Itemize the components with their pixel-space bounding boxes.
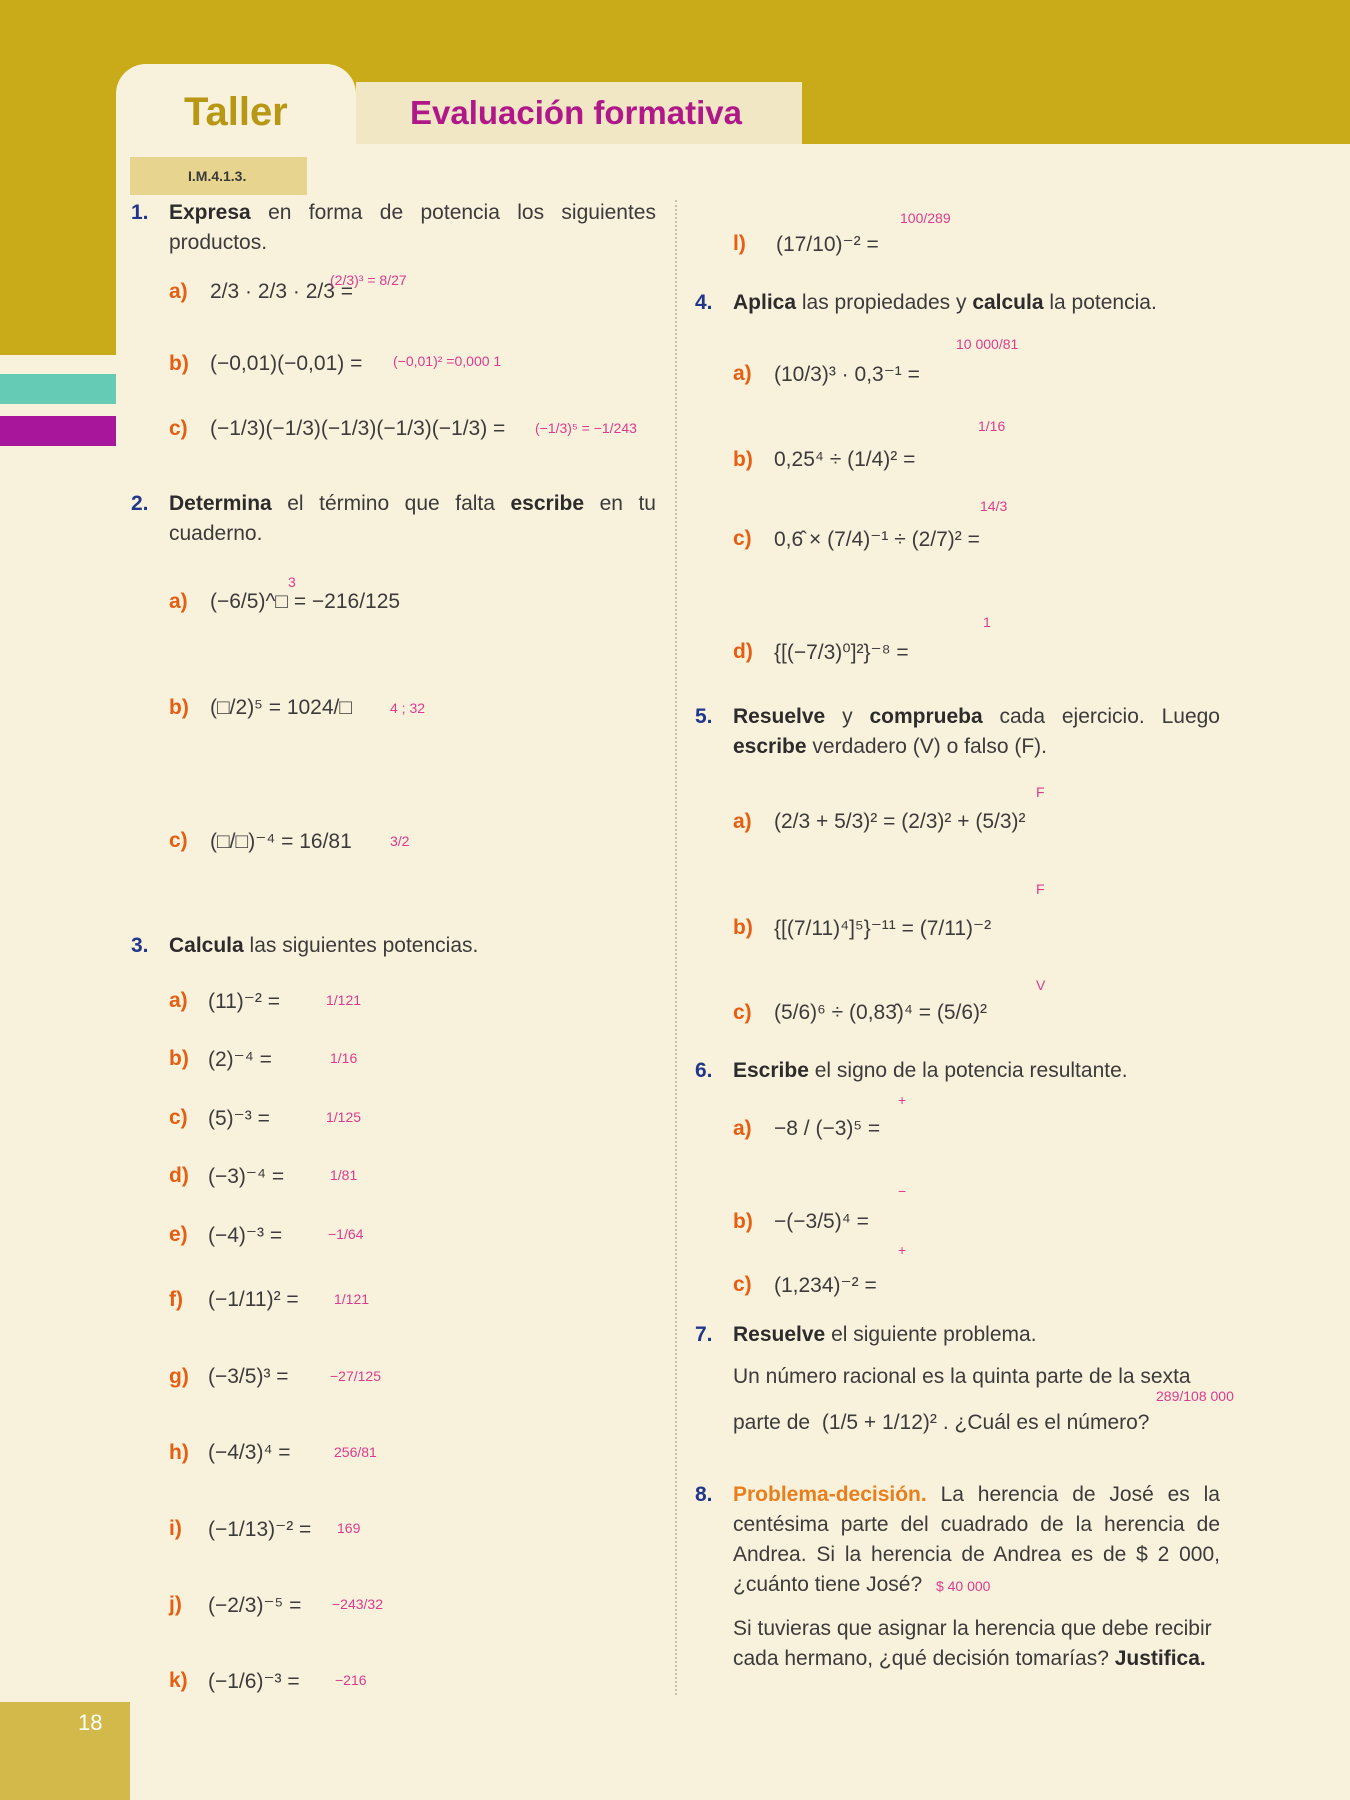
expression: {[(−7/3)⁰]²}⁻⁸ = [774, 641, 909, 664]
teal-marker [0, 374, 116, 404]
expression: (2)⁻⁴ = [208, 1048, 272, 1071]
instruction-verb: calcula [972, 291, 1044, 314]
item-label: e) [169, 1223, 188, 1246]
instruction-text: el siguiente problema. [825, 1323, 1037, 1346]
answer: 1/121 [326, 992, 362, 1008]
instruction-text: en forma de potencia los siguientes productos. [169, 201, 656, 254]
instruction-text: en tu cuaderno. [169, 492, 656, 545]
item-label: b) [733, 448, 753, 471]
answer: 1/125 [326, 1109, 362, 1125]
answer: 4 ; 32 [390, 700, 426, 716]
expression: −8 / (−3)⁵ = [774, 1117, 881, 1140]
question-number: 1. [131, 201, 149, 224]
answer: 3/2 [390, 833, 410, 849]
item-label: c) [733, 1001, 752, 1024]
expression: 0,6̂ × (7/4)⁻¹ ÷ (2/7)² = [774, 528, 980, 551]
instruction-text: las siguientes potencias. [243, 934, 479, 957]
answer: (−0,01)² =0,000 1 [393, 353, 502, 369]
problem-text: Un número racional es la quinta parte de la sexta [733, 1365, 1191, 1388]
page-number: 18 [78, 1710, 103, 1735]
instruction-verb: escribe [510, 492, 585, 515]
answer: $ 40 000 [935, 1578, 991, 1594]
answer: 1/81 [330, 1167, 358, 1183]
item-label: l) [733, 232, 746, 255]
answer: 1/16 [978, 418, 1006, 434]
section-title: Taller [184, 90, 288, 134]
expression: (−1/6)⁻³ = [208, 1670, 300, 1693]
question-number: 2. [131, 492, 149, 515]
question-number: 7. [695, 1323, 713, 1346]
expression: (□/2)⁵ = 1024/□ [210, 696, 353, 719]
item-label: a) [733, 810, 752, 833]
instruction-verb: Escribe [733, 1059, 809, 1082]
expression: 0,25⁴ ÷ (1/4)² = [774, 448, 916, 471]
expression: (−3)⁻⁴ = [208, 1165, 285, 1188]
answer: + [898, 1092, 907, 1108]
instruction-text: el término que falta [271, 492, 511, 515]
item-label: k) [169, 1669, 188, 1692]
page-title: Evaluación formativa [410, 94, 742, 131]
item-label: b) [169, 1047, 189, 1070]
question-2 [131, 489, 656, 549]
expression: (17/10)⁻² = [776, 233, 879, 256]
answer: 1 [983, 614, 991, 630]
expression: (□/□)⁻⁴ = 16/81 [210, 830, 352, 853]
instruction-text: las propiedades y [796, 291, 973, 314]
answer: (−1/3)⁵ = −1/243 [535, 420, 637, 436]
question-6 [695, 1056, 1220, 1086]
expression: (−0,01)(−0,01) = [210, 352, 363, 375]
expression: {[(7/11)⁴]⁵}⁻¹¹ = (7/11)⁻² [774, 917, 992, 940]
expression: (1/5 + 1/12)² [821, 1411, 937, 1434]
item-label: c) [169, 829, 188, 852]
answer: −1/64 [328, 1226, 364, 1242]
item-label: a) [733, 362, 752, 385]
instruction-verb: Expresa [169, 201, 251, 224]
item-label: a) [169, 989, 188, 1012]
answer: 289/108 000 [1156, 1388, 1234, 1404]
question-number: 8. [695, 1483, 713, 1506]
answer: 1/16 [330, 1050, 358, 1066]
question-number: 3. [131, 934, 149, 957]
question-7 [695, 1320, 1220, 1350]
expression: (−1/3)(−1/3)(−1/3)(−1/3)(−1/3) = [210, 417, 506, 440]
expression: (2/3 + 5/3)² = (2/3)² + (5/3)² [774, 810, 1026, 833]
expression: −(−3/5)⁴ = [774, 1210, 869, 1233]
item-label: h) [169, 1441, 189, 1464]
instruction-text: la potencia. [1043, 291, 1157, 314]
expression: (11)⁻² = [208, 990, 280, 1013]
item-label: c) [169, 1106, 188, 1129]
expression: (−6/5)^□ = −216/125 [210, 590, 401, 613]
column-divider [675, 200, 677, 1695]
expression: (5)⁻³ = [208, 1107, 270, 1130]
instruction-verb: Resuelve [733, 1323, 826, 1346]
instruction-text: cada ejercicio. Luego [982, 705, 1220, 728]
expression: (−4/3)⁴ = [208, 1441, 291, 1464]
question-1 [131, 198, 656, 258]
item-label: c) [733, 1273, 752, 1296]
answer: −27/125 [330, 1368, 381, 1384]
answer: 1/121 [334, 1291, 370, 1307]
side-band [0, 0, 116, 355]
skill-code: I.M.4.1.3. [130, 157, 307, 195]
question-number: 4. [695, 291, 713, 314]
item-label: c) [733, 527, 752, 550]
item-label: i) [169, 1517, 182, 1540]
answer: 100/289 [900, 210, 951, 226]
expression: (10/3)³ · 0,3⁻¹ = [774, 363, 920, 386]
answer: −243/32 [332, 1596, 383, 1612]
expression: (1,234)⁻² = [774, 1274, 877, 1297]
answer: 14/3 [980, 498, 1008, 514]
item-label: a) [169, 280, 188, 303]
answer: F [1036, 784, 1045, 800]
item-label: b) [169, 352, 189, 375]
instruction-verb: Resuelve [733, 705, 826, 728]
question-4 [695, 288, 1220, 318]
question-8 [695, 1480, 1220, 1601]
instruction-text: verdadero (V) o falso (F). [806, 735, 1047, 758]
answer: 3 [288, 574, 296, 590]
answer: + [898, 1242, 907, 1258]
instruction-text: el signo de la potencia resultante. [808, 1059, 1128, 1082]
expression: (−1/11)² = [208, 1288, 299, 1311]
question-3 [131, 931, 656, 961]
expression: (−3/5)³ = [208, 1365, 289, 1388]
instruction-verb: Determina [169, 492, 272, 515]
instruction-verb: comprueba [869, 705, 983, 728]
answer: − [898, 1183, 907, 1199]
item-label: j) [169, 1593, 182, 1616]
instruction-verb: Calcula [169, 934, 244, 957]
decision-text: Si tuvieras que asignar la herencia que debe recibir cada hermano, ¿qué decisión tomarías? [733, 1617, 1212, 1670]
instruction-verb: Aplica [733, 291, 797, 314]
instruction-text: y [825, 705, 870, 728]
item-label: b) [733, 1210, 753, 1233]
expression: (−1/13)⁻² = [208, 1518, 312, 1541]
problem-fragment: parte de [733, 1411, 811, 1434]
answer: F [1036, 881, 1045, 897]
item-label: b) [169, 696, 189, 719]
problem-text-2 [733, 1408, 1233, 1438]
expression: 2/3 · 2/3 · 2/3 = [210, 280, 354, 303]
justify-instruction: Justifica. [1114, 1647, 1206, 1670]
answer: V [1036, 977, 1046, 993]
answer: (2/3)³ = 8/27 [330, 272, 407, 288]
problem-fragment: . ¿Cuál es el número? [942, 1411, 1150, 1434]
decision-prompt [733, 1614, 1220, 1674]
item-label: f) [169, 1288, 183, 1311]
question-number: 5. [695, 705, 713, 728]
item-label: b) [733, 916, 753, 939]
answer: −216 [335, 1672, 367, 1688]
item-label: d) [733, 640, 753, 663]
answer: 256/81 [334, 1444, 377, 1460]
expression: (5/6)⁶ ÷ (0,83̂)⁴ = (5/6)² [774, 1001, 988, 1024]
question-number: 6. [695, 1059, 713, 1082]
item-label: c) [169, 417, 188, 440]
item-label: d) [169, 1164, 189, 1187]
page-corner [0, 1702, 130, 1800]
item-label: g) [169, 1365, 189, 1388]
answer: 10 000/81 [956, 336, 1019, 352]
item-label: a) [733, 1117, 752, 1140]
magenta-marker [0, 416, 116, 446]
question-5 [695, 702, 1220, 762]
answer: 169 [337, 1520, 361, 1536]
expression: (−2/3)⁻⁵ = [208, 1594, 302, 1617]
problem-text: La herencia de José es la centésima parte del cuadrado de la herencia de Andrea. Si la herencia de Andrea es de $ 2 000, ¿cuánto tiene José? [733, 1483, 1220, 1596]
problem-decision-label: Problema-decisión. [733, 1483, 927, 1506]
instruction-verb: escribe [733, 735, 807, 758]
item-label: a) [169, 590, 188, 613]
expression: (−4)⁻³ = [208, 1224, 283, 1247]
